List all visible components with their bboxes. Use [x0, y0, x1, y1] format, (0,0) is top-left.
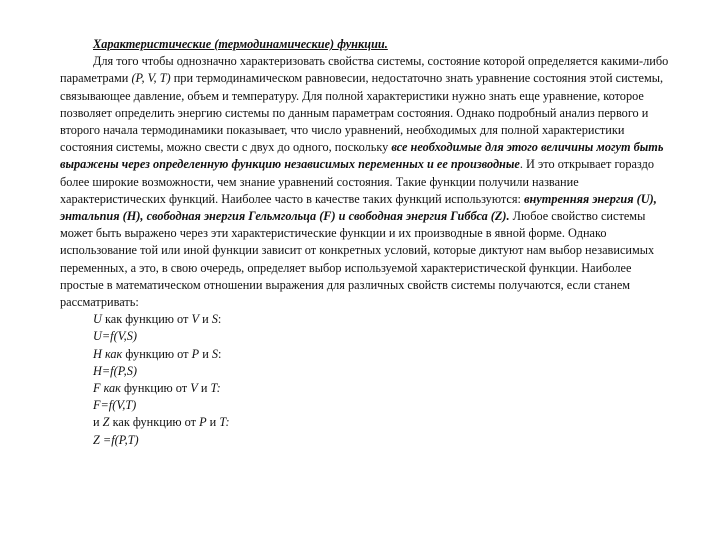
function-list-emphasis: внутренняя энергия (U), энтальпия (H), свободная энергия Гельмгольца (F) и свободная энергия Гиббса (Z). — [60, 191, 657, 224]
text-run: функцию от — [120, 381, 191, 396]
formula-u: U=f(V,S) — [93, 329, 137, 344]
var-f: F как — [93, 381, 121, 396]
text-run: функцию от — [122, 346, 192, 361]
text-run: . И это открывает гораздо более широкие возможности, чем знание уравнений состояния. Такие функции получили название характеристических функций. Наиболее часто в качестве таких функций используются: — [60, 157, 654, 206]
var-v: V — [190, 381, 198, 396]
list-item-f — [93, 380, 670, 397]
text-run: как функцию от — [101, 312, 192, 327]
text-run: и — [93, 415, 103, 430]
text-run: и — [199, 346, 212, 361]
main-paragraph — [60, 53, 670, 311]
list-item-u — [93, 311, 670, 328]
text-run: : — [217, 312, 222, 327]
var-h: H как — [93, 346, 123, 361]
list-item-z — [93, 414, 670, 431]
text-run: : — [218, 346, 222, 361]
function-list — [60, 311, 670, 449]
var-v: V — [191, 312, 199, 327]
text-run: Любое свойство системы может быть выражено через эти характеристические функции и их производные в явной форме. Однако использование той или иной функции зависит от конкретных условий, которые диктуют нам выбор независимых переменных, а это, в свою очередь, определяет выбор используемой характеристической функции. Наиболее простые в математическом отношении выражения для различных свойств системы получаются, если станем рассматривать: — [60, 209, 655, 310]
var-t: T: — [219, 415, 230, 430]
text-run: при термодинамическом равновесии, недостаточно знать уравнение состояния этой системы, связывающее давление, объем и температуру. Для полной характеристики нужно знать еще уравнение, которое позволяет определить энергию системы по данным параметрам состояния. Однако подробный анализ первого и второго начала термодинамики показывает, что число уравнений, необходимых для полной характеристики состояния системы, можно свести с двух до одного, поскольку — [60, 71, 664, 155]
state-parameters: (P, V, T) — [131, 71, 171, 86]
emphasis-statement: все необходимые для этого величины могут быть выражены через определенную функцию независимых переменных и ее производные — [60, 140, 664, 172]
var-p: P — [199, 415, 207, 430]
formula-f: F=f(V,T) — [93, 398, 137, 413]
var-t: T: — [210, 381, 221, 396]
formula-h: H=f(P,S) — [93, 363, 137, 378]
var-z: Z — [102, 415, 110, 430]
text-run: как функцию от — [109, 415, 200, 430]
list-item-h — [93, 346, 670, 363]
section-title: Характеристические (термодинамические) функции. — [93, 37, 388, 51]
text-run: и — [206, 415, 220, 430]
text-run: Для того чтобы однозначно характеризовать свойства системы, состояние которой определяется какими-либо параметрами — [60, 54, 669, 86]
var-u: U — [93, 312, 102, 327]
document-body — [60, 36, 670, 449]
var-s: S — [211, 346, 219, 361]
var-s: S — [211, 312, 218, 327]
var-p: P — [191, 346, 200, 361]
formula-z: Z =f(P,T) — [93, 432, 139, 447]
text-run: и — [197, 381, 211, 396]
text-run: и — [199, 312, 212, 327]
